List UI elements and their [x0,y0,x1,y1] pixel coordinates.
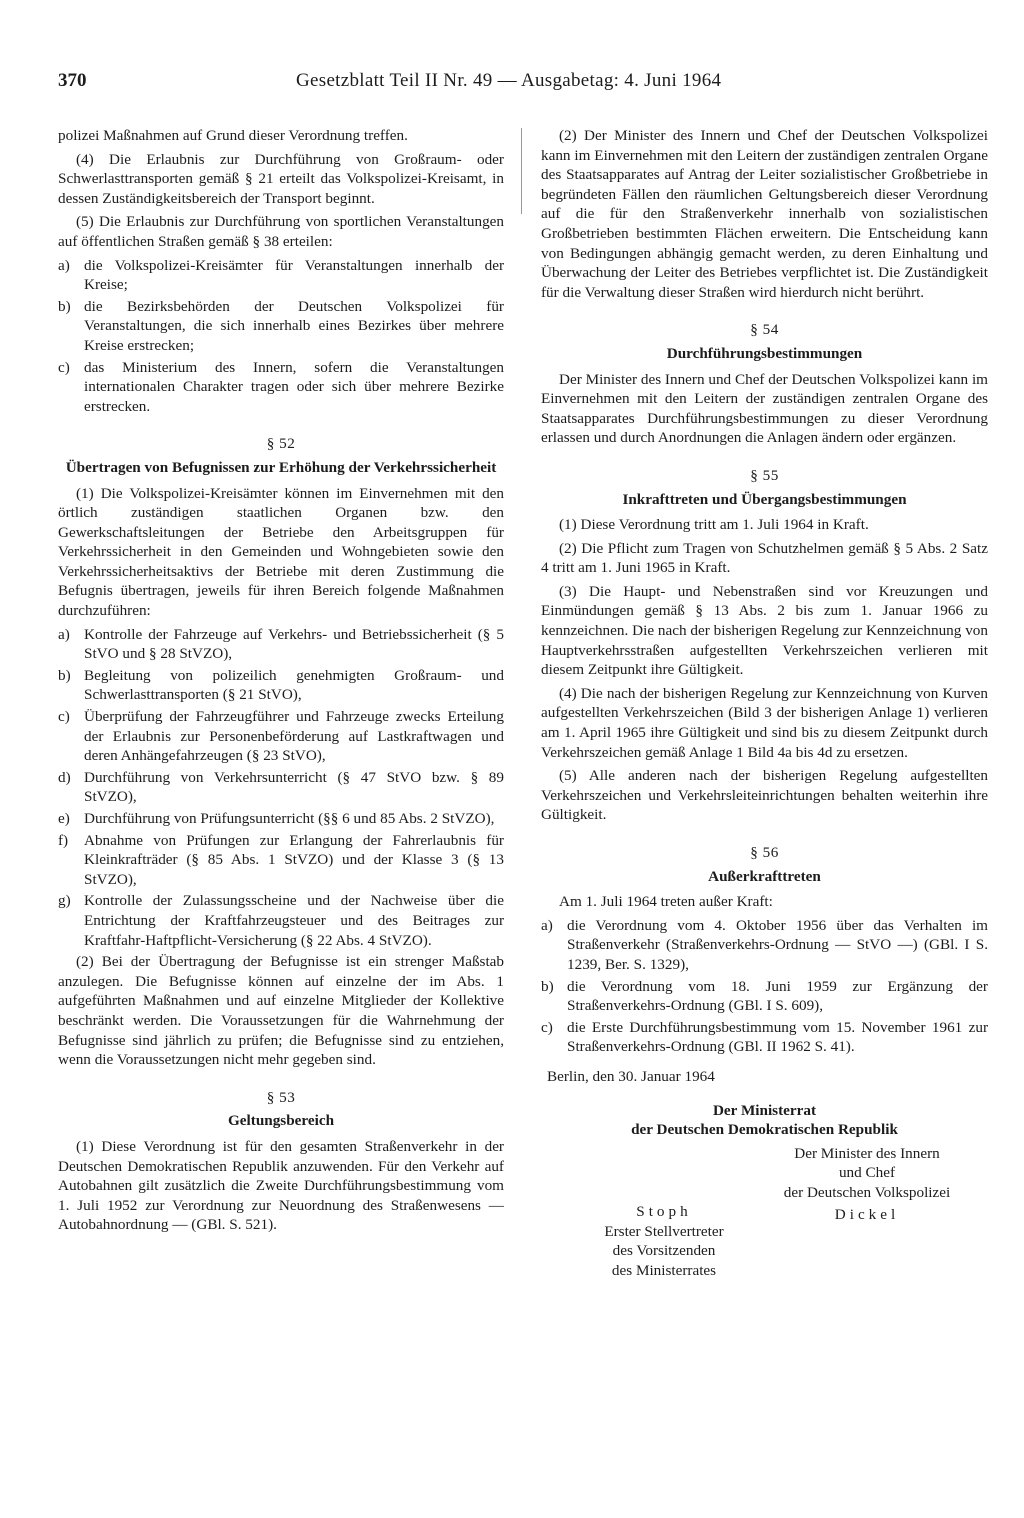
list-label: c) [541,1018,553,1036]
list-text: die Bezirksbehörden der Deutschen Volkspolizei für Veranstaltungen, die sich innerhalb eines Bezirkes über mehrere Kreise erstrecken; [84,297,504,354]
signatory-title: Der Minister des Innern [794,1144,940,1162]
signatory-name: Dickel [834,1205,900,1223]
list-text: Abnahme von Prüfungen zur Erlangung der Fahrerlaubnis für Kleinkrafträder (§ 85 Abs. 1 StVZO) und der Klasse 3 (§ 13 StVZO), [84,831,504,888]
list-label: c) [58,708,70,726]
minister-signature-block [746,1144,988,1224]
list-item [541,977,988,1016]
signatory-title: des Ministerrates [611,1261,717,1279]
list-text: Durchführung von Prüfungsunterricht (§§ 6 und 85 Abs. 2 StVZO), [84,810,495,827]
list-item [58,768,504,807]
list-label: a) [541,916,553,934]
list-text: die Volkspolizei-Kreisämter für Veranstaltungen innerhalb der Kreise; [84,256,504,294]
list-text: Durchführung von Verkehrsunterricht (§ 47 StVO bzw. § 89 StVZO), [84,768,504,806]
page-number: 370 [58,70,87,91]
paragraph: (1) Die Volkspolizei-Kreisämter können im Einvernehmen mit den örtlich zuständigen staatlichen Organen bzw. den Gewerkschaftsleitungen der Betriebe den Arbeitsgruppen für Verkehrssicherheit in den Gemeinden und Wohngebieten sowie den Verkehrssicherheitsaktivs der Betriebe mit deren Zustimmung die Befugnis übertragen, jeweils für ihren Bereich folgende Maßnahmen durchzuführen: [58,484,504,620]
paragraph: polizei Maßnahmen auf Grund dieser Verordnung treffen. [58,127,408,144]
signatory-title: der Deutschen Volkspolizei [783,1183,951,1201]
gazette-title: Gesetzblatt Teil II Nr. 49 — Ausgabetag: 4. Juni 1964 [296,70,722,91]
council-name: der Deutschen Demokratischen Republik [631,1121,898,1139]
paragraph: (5) Alle anderen nach der bisherigen Regelung aufgestellten Verkehrszeichen und Verkehrsleiteinrichtungen behalten weiterhin ihre Gültigkeit. [541,767,988,824]
list-item [58,809,504,829]
list-text: das Ministerium des Innern, sofern die Veranstaltungen internationalen Charakter tragen oder sich über mehrere Bezirke erstrecken. [84,358,504,415]
council-name: Der Ministerrat [712,1101,817,1119]
list-text: Kontrolle der Fahrzeuge auf Verkehrs- und Betriebssicherheit (§ 5 StVO und § 28 StVZO), [84,625,504,663]
list-label: e) [58,810,70,827]
paragraph: (2) Die Pflicht zum Tragen von Schutzhelmen gemäß § 5 Abs. 2 Satz 4 tritt am 1. Juni 1965 in Kraft. [541,539,988,577]
paragraph: (2) Bei der Übertragung der Befugnisse ist ein strenger Maßstab anzulegen. Die Befugnisse können auf einzelne der im Abs. 1 aufgeführten Maßnahmen und auf einzelne Mitglieder der Kollektive beschränkt werden. Die Voraussetzungen für die Wahrnehmung der Befugnisse sind jährlich zu prüfen; die Befugnisse sind zu entziehen, wenn die Voraussetzungen nicht mehr gegeben sind. [58,953,504,1069]
list-label: c) [58,358,70,376]
list-item [58,666,504,705]
list-item [58,625,504,664]
list-item [58,358,504,417]
signatory-title: Erster Stellvertreter [604,1222,724,1240]
paragraph: (4) Die Erlaubnis zur Durchführung von Großraum- oder Schwerlasttransporten gemäß § 21 erteilt das Volkspolizei-Kreisamt, in dessen Zuständigkeitsbereich der Transport beginnt. [58,150,504,207]
list-item [541,1018,988,1057]
section-heading: Inkrafttreten und Übergangsbestimmungen [622,490,907,508]
section-number: § 53 [266,1088,296,1106]
list-label: f) [58,831,69,849]
list-text: Kontrolle der Zulassungsscheine und der Nachweise über die Entrichtung der Kraftfahrzeugsteuer und des Beitrages zur Kraftfahr-Haftpflicht-Versicherung (§ 22 Abs. 4 StVZO). [84,892,504,949]
right-column [541,126,988,1280]
list-text: die Verordnung vom 4. Oktober 1956 über das Verhalten im Straßenverkehr (Straßenverkehrs-Ordnung — StVO —) (GBl. I S. 1239, Ber. S. 1329), [567,916,988,973]
list-label: a) [58,256,70,274]
list-label: b) [58,666,71,684]
paragraph: Der Minister des Innern und Chef der Deutschen Volkspolizei kann im Einvernehmen mit den Leitern der zuständigen zentralen Organe des Staatsapparates Durchführungsbestimmungen zu dieser Verordnung erlassen und durch Anordnungen die Anlagen ändern oder ergänzen. [541,370,988,447]
list-item [58,831,504,890]
list-item [541,916,988,975]
list-item [58,891,504,950]
list-text: die Erste Durchführungsbestimmung vom 15. November 1961 zur Straßenverkehrs-Ordnung (GBl. II 1962 S. 41). [567,1018,988,1056]
column-rule [521,128,522,214]
list-text: Überprüfung der Fahrzeugführer und Fahrzeuge zwecks Erteilung der Erlaubnis zur Personenbeförderung auf Lastkraftwagen und deren Anhängefahrzeugen (§ 23 StVO), [84,708,504,765]
list-label: b) [541,977,554,995]
list-text: Begleitung von polizeilich genehmigten Großraum- und Schwerlasttransporten (§ 21 StVO), [84,666,504,704]
signatory-title: und Chef [838,1164,896,1182]
list-label: a) [58,625,70,643]
paragraph: (5) Die Erlaubnis zur Durchführung von sportlichen Veranstaltungen auf öffentlichen Straßen gemäß § 38 erteilen: [58,213,504,250]
signing-date: Berlin, den 30. Januar 1964 [547,1067,715,1085]
section-heading: Geltungsbereich [227,1112,335,1130]
signatory-name: Stoph [636,1203,692,1221]
list-item [58,707,504,766]
section-number: § 56 [750,844,779,861]
deputy-signature-block [569,1202,759,1280]
signatory-title: des Vorsitzenden [612,1242,716,1260]
section-heading: Übertragen von Befugnissen zur Erhöhung der Verkehrssicherheit [65,458,497,476]
section-heading: Außerkrafttreten [708,867,821,885]
paragraph: Am 1. Juli 1964 treten außer Kraft: [559,893,773,911]
paragraph: (1) Diese Verordnung ist für den gesamten Straßenverkehr in der Deutschen Demokratischen Republik anzuwenden. Für den Verkehr auf Autobahnen gilt zusätzlich die Zweite Durchführungsbestimmung vom 1. Juli 1952 zur Verordnung zur Neuordnung des Straßenwesens — Autobahnordnung — (GBl. S. 521). [58,1137,504,1234]
list-text: die Verordnung vom 18. Juni 1959 zur Ergänzung der Straßenverkehrs-Ordnung (GBl. I S. 609), [567,977,988,1015]
list-item [58,256,504,295]
list-item [58,297,504,356]
section-number: § 55 [750,466,779,484]
section-number: § 54 [750,321,779,339]
paragraph: (2) Der Minister des Innern und Chef der Deutschen Volkspolizei kann im Einvernehmen mit den Leitern der zuständigen zentralen Organe des Staatsapparates auf Antrag der Leiter sozialistischer Großbetriebe in begründeten Fällen den räumlichen Geltungsbereich dieser Verordnung auf die für den Straßenverkehr innerhalb von sozialistischen Großbetrieben bestimmten Flächen erweitern. Die Entscheidung kann von Bedingungen abhängig gemacht werden, zu deren Einhaltung und Überwachung der Leiter des Betriebes verpflichtet ist. Die Zuständigkeit für die Verwaltung dieser Straßen wird hierdurch nicht berührt. [541,127,988,301]
list-label: d) [58,768,71,786]
section-number: § 52 [266,435,296,453]
page-header [58,70,978,102]
list-label: g) [58,892,71,910]
paragraph: (3) Die Haupt- und Nebenstraßen sind vor Kreuzungen und Einmündungen gemäß § 13 Abs. 2 bis zum 1. Januar 1966 zu kennzeichnen. Die nach der bisherigen Regelung zur Kennzeichnung von Hauptverkehrsstraßen aufgestellten Verkehrszeichen verlieren mit diesem Zeitpunkt ihre Gültigkeit. [541,582,988,679]
section-heading: Durchführungsbestimmungen [666,344,863,362]
paragraph: (4) Die nach der bisherigen Regelung zur Kennzeichnung von Kurven aufgestellten Verkehrszeichen (Bild 3 der bisherigen Anlage 1) verlieren am 1. April 1965 ihre Gültigkeit und sind bis zu diesem Zeitpunkt durch Verkehrszeichen gemäß Anlage 1 Bild 4a bis 4d zu ersetzen. [541,684,988,761]
paragraph: (1) Diese Verordnung tritt am 1. Juli 1964 in Kraft. [559,516,869,534]
left-column [58,126,504,1239]
list-label: b) [58,297,71,315]
